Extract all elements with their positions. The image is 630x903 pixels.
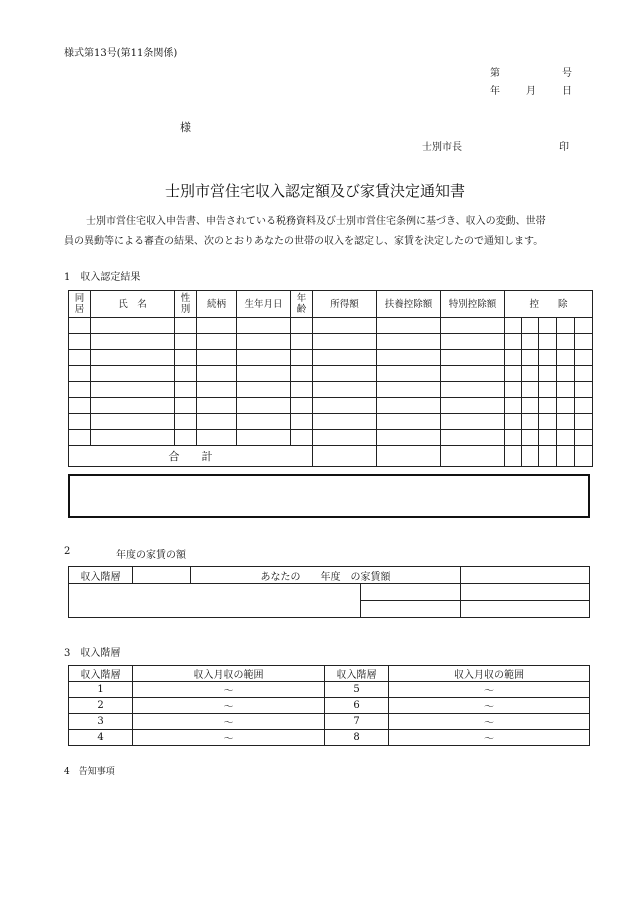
member-cell[interactable] [539, 382, 557, 398]
total-special-cell[interactable] [441, 446, 505, 467]
member-cell[interactable] [313, 398, 377, 414]
total-deduction-cell[interactable] [505, 446, 522, 467]
col-relation: 続柄 [197, 291, 237, 318]
date-year: 年 [490, 86, 500, 97]
member-cell[interactable] [175, 414, 197, 430]
member-cell[interactable] [197, 414, 237, 430]
member-cell[interactable] [197, 318, 237, 334]
col-deduction: 控 除 [505, 291, 593, 318]
member-cell[interactable] [91, 414, 175, 430]
member-cell[interactable] [377, 414, 441, 430]
stage-row [69, 714, 590, 730]
member-cell[interactable] [522, 398, 539, 414]
member-cell[interactable] [557, 414, 575, 430]
member-cell[interactable] [557, 334, 575, 350]
member-cell[interactable] [575, 414, 593, 430]
member-cell[interactable] [441, 334, 505, 350]
member-cell[interactable] [522, 334, 539, 350]
member-cell[interactable] [91, 430, 175, 446]
rent-stage-label: 収入階層 [69, 567, 133, 584]
member-cell[interactable] [175, 382, 197, 398]
stage-range: 〜 [389, 682, 590, 698]
number-go: 号 [562, 68, 572, 79]
stage-header-row [69, 666, 590, 682]
member-cell[interactable] [575, 382, 593, 398]
member-cell[interactable] [505, 414, 522, 430]
member-cell[interactable] [237, 430, 291, 446]
total-income-cell[interactable] [313, 446, 377, 467]
total-label: 合 計 [69, 446, 313, 467]
member-cell[interactable] [69, 334, 91, 350]
section1-heading: 1 収入認定結果 [64, 272, 141, 283]
stage-range: 〜 [133, 682, 325, 698]
col-fuyou-deduction: 扶養控除額 [377, 291, 441, 318]
member-cell[interactable] [291, 414, 313, 430]
member-cell[interactable] [175, 318, 197, 334]
stage-row [69, 682, 590, 698]
member-cell[interactable] [313, 414, 377, 430]
col-dokyo: 同 居 [69, 291, 91, 318]
stage-number: 1 [69, 682, 133, 698]
form-label: 様式第13号(第11条関係) [64, 48, 178, 59]
stage-number: 6 [325, 698, 389, 714]
member-cell[interactable] [377, 334, 441, 350]
rent-detail-cell[interactable] [361, 584, 461, 601]
date-day: 日 [562, 86, 572, 97]
stage-col-right: 収入階層 [325, 666, 389, 682]
rent-row [69, 584, 590, 601]
member-cell[interactable] [557, 366, 575, 382]
member-cell[interactable] [377, 430, 441, 446]
stage-number: 7 [325, 714, 389, 730]
total-deduction-cell[interactable] [522, 446, 539, 467]
member-cell[interactable] [557, 350, 575, 366]
member-cell[interactable] [539, 334, 557, 350]
member-cell[interactable] [313, 430, 377, 446]
member-cell[interactable] [522, 350, 539, 366]
member-cell[interactable] [175, 350, 197, 366]
stage-range: 〜 [389, 698, 590, 714]
stage-range: 〜 [133, 714, 325, 730]
member-cell[interactable] [91, 366, 175, 382]
member-cell[interactable] [197, 382, 237, 398]
member-cell[interactable] [575, 334, 593, 350]
member-cell[interactable] [91, 382, 175, 398]
member-cell[interactable] [237, 350, 291, 366]
member-cell[interactable] [197, 430, 237, 446]
col-age: 年 齢 [291, 291, 313, 318]
member-cell[interactable] [377, 350, 441, 366]
member-cell[interactable] [313, 382, 377, 398]
member-cell[interactable] [313, 318, 377, 334]
intro-line-1: 士別市営住宅収入申告書、申告されている税務資料及び士別市営住宅条例に基づき、収入の変動、世帯 [86, 216, 546, 227]
member-row [69, 350, 593, 366]
member-cell[interactable] [175, 334, 197, 350]
section3-heading: 3 収入階層 [64, 648, 121, 659]
member-cell[interactable] [197, 398, 237, 414]
member-cell[interactable] [441, 414, 505, 430]
date-month: 月 [526, 86, 536, 97]
income-summary-box[interactable] [68, 474, 590, 518]
total-deduction-cell[interactable] [575, 446, 593, 467]
member-cell[interactable] [237, 382, 291, 398]
member-cell[interactable] [539, 430, 557, 446]
member-cell[interactable] [291, 366, 313, 382]
stage-row [69, 730, 590, 746]
member-cell[interactable] [291, 382, 313, 398]
rent-detail-cell[interactable] [461, 601, 590, 618]
recipient-suffix: 様 [180, 121, 191, 134]
stage-number: 5 [325, 682, 389, 698]
member-cell[interactable] [377, 318, 441, 334]
member-cell[interactable] [441, 366, 505, 382]
member-cell[interactable] [441, 382, 505, 398]
member-cell[interactable] [69, 366, 91, 382]
member-cell[interactable] [197, 366, 237, 382]
member-cell[interactable] [539, 350, 557, 366]
member-cell[interactable] [575, 318, 593, 334]
total-fuyou-cell[interactable] [377, 446, 441, 467]
member-cell[interactable] [91, 350, 175, 366]
col-name: 氏 名 [91, 291, 175, 318]
rent-note-cell[interactable] [69, 584, 361, 618]
rent-detail-cell[interactable] [461, 584, 590, 601]
member-cell[interactable] [291, 350, 313, 366]
total-row [69, 446, 593, 467]
col-sex: 性 別 [175, 291, 197, 318]
member-cell[interactable] [291, 398, 313, 414]
member-cell[interactable] [522, 382, 539, 398]
rent-detail-cell[interactable] [361, 601, 461, 618]
stage-number: 3 [69, 714, 133, 730]
member-cell[interactable] [313, 366, 377, 382]
total-deduction-cell[interactable] [557, 446, 575, 467]
stage-number: 8 [325, 730, 389, 746]
member-cell[interactable] [313, 334, 377, 350]
rent-table [68, 566, 590, 618]
member-cell[interactable] [377, 382, 441, 398]
member-cell[interactable] [575, 366, 593, 382]
member-row [69, 430, 593, 446]
member-cell[interactable] [575, 350, 593, 366]
member-cell[interactable] [69, 350, 91, 366]
member-cell[interactable] [91, 334, 175, 350]
member-cell[interactable] [575, 430, 593, 446]
range-col-left: 収入月収の範囲 [133, 666, 325, 682]
total-deduction-cell[interactable] [539, 446, 557, 467]
member-cell[interactable] [557, 382, 575, 398]
member-cell[interactable] [175, 366, 197, 382]
member-cell[interactable] [291, 334, 313, 350]
member-cell[interactable] [557, 318, 575, 334]
intro-line-2: 員の異動等による審査の結果、次のとおりあなたの世帯の収入を認定し、家賃を決定したので通知します。 [64, 236, 544, 247]
section2-number: 2 [64, 546, 71, 557]
member-cell[interactable] [505, 366, 522, 382]
document-title: 士別市営住宅収入認定額及び家賃決定通知書 [164, 182, 465, 200]
member-cell[interactable] [575, 398, 593, 414]
member-cell[interactable] [69, 430, 91, 446]
member-cell[interactable] [522, 430, 539, 446]
member-cell[interactable] [69, 414, 91, 430]
member-cell[interactable] [197, 334, 237, 350]
income-table-header [69, 291, 593, 318]
member-cell[interactable] [505, 350, 522, 366]
member-cell[interactable] [539, 414, 557, 430]
member-cell[interactable] [91, 398, 175, 414]
member-cell[interactable] [505, 430, 522, 446]
member-cell[interactable] [69, 398, 91, 414]
member-cell[interactable] [505, 382, 522, 398]
member-cell[interactable] [539, 366, 557, 382]
member-cell[interactable] [175, 430, 197, 446]
member-cell[interactable] [522, 414, 539, 430]
member-cell[interactable] [557, 430, 575, 446]
member-cell[interactable] [441, 398, 505, 414]
number-dai: 第 [490, 68, 500, 79]
member-cell[interactable] [505, 398, 522, 414]
member-cell[interactable] [69, 382, 91, 398]
member-cell[interactable] [291, 430, 313, 446]
income-stage-table [68, 665, 590, 746]
stage-row [69, 698, 590, 714]
income-result-table [68, 290, 593, 467]
member-cell[interactable] [237, 414, 291, 430]
stage-range: 〜 [133, 730, 325, 746]
rent-amount-label: あなたの 年度 の家賃額 [191, 567, 461, 584]
col-income: 所得額 [313, 291, 377, 318]
member-row [69, 414, 593, 430]
stage-range: 〜 [389, 730, 590, 746]
member-cell[interactable] [237, 318, 291, 334]
stage-col-left: 収入階層 [69, 666, 133, 682]
member-cell[interactable] [237, 334, 291, 350]
member-cell[interactable] [237, 398, 291, 414]
col-special-deduction: 特別控除額 [441, 291, 505, 318]
member-cell[interactable] [441, 350, 505, 366]
member-cell[interactable] [505, 334, 522, 350]
member-row [69, 366, 593, 382]
member-row [69, 398, 593, 414]
stage-range: 〜 [133, 698, 325, 714]
rent-amount-value[interactable] [461, 567, 590, 584]
member-cell[interactable] [237, 366, 291, 382]
rent-stage-value[interactable] [133, 567, 191, 584]
section4-heading: 4 告知事項 [64, 767, 115, 777]
member-cell[interactable] [557, 398, 575, 414]
member-cell[interactable] [291, 318, 313, 334]
member-cell[interactable] [91, 318, 175, 334]
member-cell[interactable] [522, 366, 539, 382]
rent-header-row [69, 567, 590, 584]
member-cell[interactable] [377, 398, 441, 414]
range-col-right: 収入月収の範囲 [389, 666, 590, 682]
member-cell[interactable] [69, 318, 91, 334]
member-cell[interactable] [313, 350, 377, 366]
col-birthdate: 生年月日 [237, 291, 291, 318]
member-cell[interactable] [441, 318, 505, 334]
member-cell[interactable] [377, 366, 441, 382]
member-cell[interactable] [522, 318, 539, 334]
member-cell[interactable] [197, 350, 237, 366]
stage-range: 〜 [389, 714, 590, 730]
member-row [69, 318, 593, 334]
section2-heading: 年度の家賃の額 [116, 550, 186, 561]
stage-number: 2 [69, 698, 133, 714]
member-row [69, 334, 593, 350]
member-cell[interactable] [505, 318, 522, 334]
member-row [69, 382, 593, 398]
member-cell[interactable] [539, 318, 557, 334]
member-cell[interactable] [539, 398, 557, 414]
issuer: 士別市長 [422, 142, 462, 153]
seal-mark: 印 [559, 142, 569, 153]
member-cell[interactable] [441, 430, 505, 446]
stage-number: 4 [69, 730, 133, 746]
member-cell[interactable] [175, 398, 197, 414]
